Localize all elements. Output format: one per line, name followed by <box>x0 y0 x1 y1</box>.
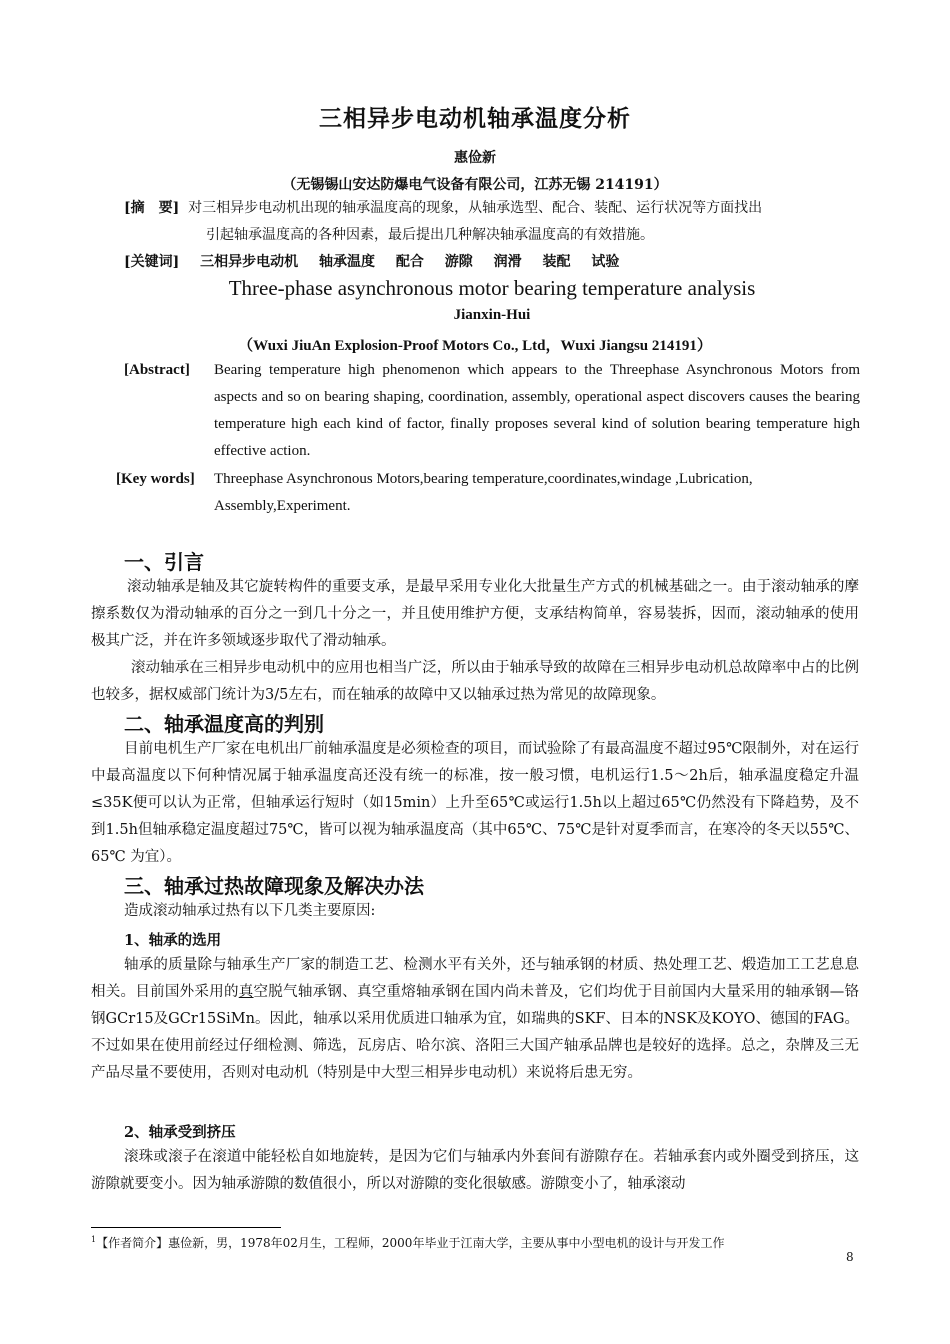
footnote-separator <box>91 1227 281 1228</box>
abstract-en-label: [Abstract] <box>124 362 190 378</box>
section-2-paragraph-1: 目前电机生产厂家在电机出厂前轴承温度是必须检查的项目，而试验除了有最高温度不超过95℃限制外，对在运行中最高温度以下何种情况属于轴承温度高还没有统一的标准，按一般习惯，电机运行1.5～2h后，轴承温度稳定升温≤35K便可以认为正常，但轴承运行短时（如15min）上升至65℃或运行1.5h以上超过65℃仍然没有下降趋势，及不到1.5h但轴承稳定温度超过75℃，皆可以视为轴承温度高（其中65℃、75℃是针对夏季而言，在寒冷的冬天以55℃、65℃ 为宜）。 <box>91 741 859 865</box>
section-3-heading: 三、轴承过热故障现象及解决办法 <box>124 874 424 898</box>
keyword-item: 轴承温度 <box>319 254 375 270</box>
abstract-en-text: Bearing temperature high phenomenon which appears to the Threephase Asynchronous Motors from aspects and so on bearing shaping, coordination, assembly, operational aspect discovers causes the bearing temperature high each kind of factor, finally proposes several kind of solution bearing temperature high effective action. <box>214 362 860 459</box>
section-3-intro: 造成滚动轴承过热有以下几类主要原因: <box>124 903 376 919</box>
footnote: $^1$【作者简介】惠俭新，男，1978年02月生，工程师，2000年毕业于江南大学，主要从事中小型电机的设计与开发工作 <box>91 1235 725 1250</box>
author-affiliation: （无锡锡山安达防爆电气设备有限公司，江苏无锡 214191） <box>282 177 668 193</box>
section-1-heading: 一、引言 <box>124 550 204 574</box>
keywords-cn-label: [关键词] <box>124 254 180 270</box>
keyword-item: 试验 <box>591 254 620 270</box>
paper-title: 三相异步电动机轴承温度分析 <box>319 105 631 132</box>
english-affiliation: （Wuxi JiuAn Explosion-Proof Motors Co., Ltd，Wuxi Jiangsu 214191） <box>238 338 712 354</box>
keyword-item: 配合 <box>395 254 424 270</box>
section-1-paragraph-1: 滚动轴承是轴及其它旋转构件的重要支承，是最早采用专业化大批量生产方式的机械基础之一。由于滚动轴承的摩擦系数仅为滑动轴承的百分之一到几十分之一，并且使用维护方便，支承结构简单，容易装拆，因而，滚动轴承的使用极其广泛，并在许多领域逐步取代了滑动轴承。 <box>91 579 859 649</box>
keyword-item: 三相异步电动机 <box>200 254 299 270</box>
keywords-en <box>116 466 860 520</box>
abstract-en <box>124 357 860 465</box>
english-title: Three-phase asynchronous motor bearing temperature analysis <box>228 276 756 300</box>
abstract-cn <box>124 195 864 222</box>
section-1-paragraph-2: 滚动轴承在三相异步电动机中的应用也相当广泛，所以由于轴承导致的故障在三相异步电动机总故障率中占的比例也较多，据权威部门统计为3/5左右，而在轴承的故障中又以轴承过热为常见的故障现象。 <box>91 660 859 703</box>
keywords-en-line2: Assembly,Experiment. <box>214 498 351 514</box>
subsection-3-1-heading: 1、轴承的选用 <box>124 932 222 949</box>
section-2-heading: 二、轴承温度高的判别 <box>124 712 324 736</box>
page-number: 8 <box>846 1250 854 1264</box>
english-author: Jianxin-Hui <box>453 307 531 323</box>
subsection-3-2-paragraph: 滚珠或滚子在滚道中能轻松自如地旋转，是因为它们与轴承内外套间有游隙存在。若轴承套内或外圈受到挤压，这游隙就要变小。因为轴承游隙的数值很小，所以对游隙的变化很敏感。游隙变小了，轴承滚动 <box>91 1149 859 1192</box>
subsection-3-1-paragraph: 轴承的质量除与轴承生产厂家的制造工艺、检测水平有关外，还与轴承钢的材质、热处理工艺、煅造加工工艺息息相关。目前国外采用的真空脱气轴承钢、真空重熔轴承钢在国内尚未普及，它们均优于目前国内大量采用的轴承钢—铬钢GCr15及GCr15SiMn。因此，轴承以采用优质进口轴承为宜，如瑞典的SKF、日本的NSK及KOYO、德国的FAG。不过如果在使用前经过仔细检测、筛选，瓦房店、哈尔滨、洛阳三大国产轴承品牌也是较好的选择。总之，杂牌及三无产品尽量不要使用，否则对电动机（特别是中大型三相异步电动机）来说将后患无穷。 <box>91 957 860 1081</box>
abstract-cn-label: [摘 要] <box>124 200 180 216</box>
keyword-item: 润滑 <box>493 254 522 270</box>
keywords-cn <box>124 249 864 276</box>
author-name: 惠俭新 <box>454 150 496 166</box>
keywords-en-label: [Key words] <box>116 471 195 487</box>
keyword-item: 游隙 <box>444 254 473 270</box>
keywords-en-line1: Threephase Asynchronous Motors,bearing temperature,coordinates,windage ,Lubrication, <box>214 471 753 487</box>
abstract-cn-line2: 引起轴承温度高的各种因素，最后提出几种解决轴承温度高的有效措施。 <box>206 227 654 243</box>
keyword-item: 装配 <box>542 254 571 270</box>
abstract-cn-line1: 对三相异步电动机出现的轴承温度高的现象，从轴承选型、配合、装配、运行状况等方面找出 <box>188 200 763 216</box>
subsection-3-2-heading: 2、轴承受到挤压 <box>124 1124 236 1141</box>
